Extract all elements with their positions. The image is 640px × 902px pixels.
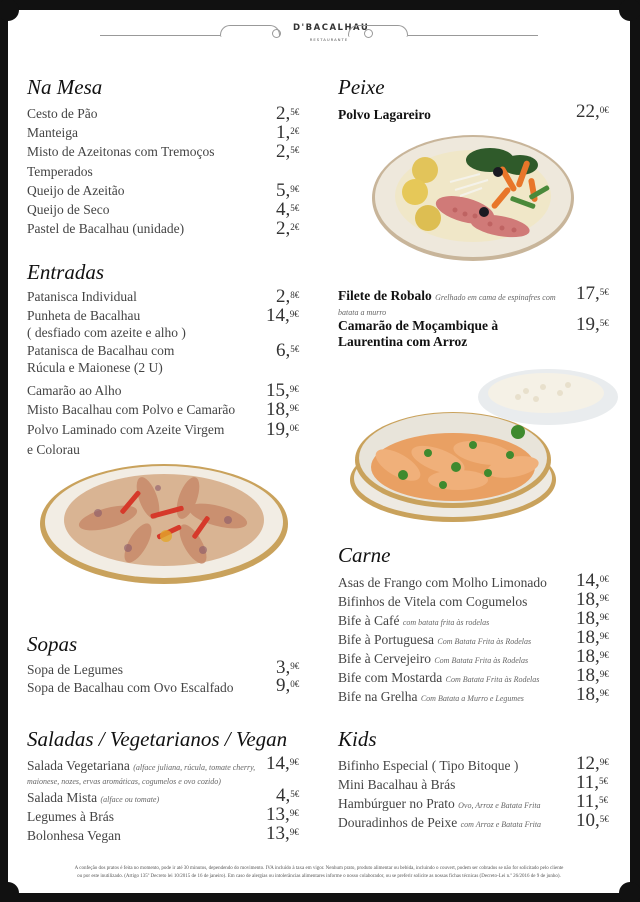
menu-price: 12,$^{9€}$ [576, 753, 609, 774]
flourish-right-icon [348, 25, 408, 37]
menu-item: Salada Vegetariana (alface juliana, rúcula, tomate cherry, [27, 758, 256, 773]
menu-item: Legumes à Brás [27, 809, 114, 824]
menu-price: 6,$^{5€}$ [276, 340, 300, 361]
menu-price: 11,$^{5€}$ [576, 791, 609, 812]
menu-item: Misto Bacalhau com Polvo e Camarão [27, 402, 236, 417]
section-title-kids: Kids [338, 727, 377, 751]
menu-item-line2: Laurentina com Arroz [338, 334, 468, 349]
section-title-entradas: Entradas [27, 260, 105, 284]
shrimp-and-rice-photo [348, 355, 623, 530]
menu-price: 1,$^{2€}$ [276, 122, 300, 143]
header-rule-left [100, 35, 220, 36]
menu-price: 19,$^{5€}$ [576, 314, 609, 335]
menu-price: 14,$^{0€}$ [576, 570, 609, 591]
octopus-plate-photo [370, 130, 576, 264]
menu-price: 3,$^{9€}$ [276, 657, 300, 678]
menu-price: 13,$^{9€}$ [266, 804, 299, 825]
section-title-sopas: Sopas [27, 632, 78, 656]
section-title-carne: Carne [338, 543, 391, 567]
menu-price: 19,$^{0€}$ [266, 419, 299, 440]
menu-price: 14,$^{9€}$ [266, 753, 299, 774]
header-rule-right [408, 35, 538, 36]
menu-item-note: maionese, nozes, ervas aromáticas, cogumelos e ovo cozido) [27, 777, 221, 786]
menu-price: 18,$^{9€}$ [576, 684, 609, 705]
menu-item: Camarão ao Alho [27, 383, 122, 398]
sliced-octopus-plate-photo [38, 458, 290, 588]
corner-notch [0, 882, 19, 902]
curl-left-icon [272, 29, 281, 38]
section-title-na-mesa: Na Mesa [27, 75, 103, 99]
menu-price: 18,$^{9€}$ [266, 399, 299, 420]
menu-price: 11,$^{5€}$ [576, 772, 609, 793]
menu-item: Bife à Cervejeiro Com Batata Frita às Rodelas [338, 651, 529, 666]
menu-item: Manteiga [27, 125, 78, 140]
menu-header [8, 10, 630, 50]
menu-price: 17,$^{5€}$ [576, 283, 609, 304]
menu-price: 5,$^{9€}$ [276, 180, 300, 201]
menu-price: 2,$^{2€}$ [276, 218, 300, 239]
menu-item: Hambúrguer no Prato Ovo, Arroz e Batata Frita [338, 796, 541, 811]
menu-item: Bifinho Especial ( Tipo Bitoque ) [338, 758, 519, 773]
menu-item: Asas de Frango com Molho Limonado [338, 575, 547, 590]
menu-item-line2: Temperados [27, 164, 93, 179]
menu-item-line2: ( desfiado com azeite e alho ) [27, 325, 186, 340]
menu-item: Bife com Mostarda Com Batata Frita às Rodelas [338, 670, 540, 685]
menu-price: 10,$^{5€}$ [576, 810, 609, 831]
menu-item: Douradinhos de Peixe com Arroz e Batata Frita [338, 815, 542, 830]
menu-item: Bife na Grelha Com Batata a Murro e Legumes [338, 689, 524, 704]
legal-footer [24, 865, 614, 881]
restaurant-logo-subtitle: RESTAURANTE [309, 37, 349, 42]
menu-price: 2,$^{5€}$ [276, 141, 300, 162]
menu-item: Camarão de Moçambique à [338, 318, 499, 333]
menu-item: Patanisca Individual [27, 289, 137, 304]
menu-price: 22,$^{0€}$ [576, 101, 609, 122]
menu-price: 4,$^{5€}$ [276, 199, 300, 220]
menu-item: Punheta de Bacalhau [27, 308, 141, 323]
menu-price: 14,$^{9€}$ [266, 305, 299, 326]
menu-price: 9,$^{0€}$ [276, 675, 300, 696]
menu-item-line2: Rúcula e Maionese (2 U) [27, 360, 163, 375]
menu-item: Queijo de Seco [27, 202, 110, 217]
menu-item: Bife à Portuguesa Com Batata Frita às Rodelas [338, 632, 532, 647]
menu-item: Polvo Laminado com Azeite Virgem [27, 422, 225, 437]
menu-price: 18,$^{9€}$ [576, 665, 609, 686]
restaurant-logo: D'BACALHAU [293, 23, 370, 33]
menu-item: Bolonhesa Vegan [27, 828, 121, 843]
menu-item: Bifinhos de Vitela com Cogumelos [338, 594, 528, 609]
menu-price: 2,$^{8€}$ [276, 286, 300, 307]
menu-item: Sopa de Bacalhau com Ovo Escalfado [27, 680, 234, 695]
footer-line-1: A confeção dos pratos é feita no momento, pode ir até 30 minutos, dependendo do movimento. IVA incluído à taxa em vigor. Nenhum prato, produto alimentar ou bebida, incluindo o couvert, podem ser cobrados se não for solicitado pelo cliente [74, 866, 564, 871]
menu-item: Misto de Azeitonas com Tremoços [27, 144, 215, 159]
menu-item-note: batata a murro [338, 308, 387, 317]
menu-item: Queijo de Azeitão [27, 183, 125, 198]
menu-price: 2,$^{5€}$ [276, 103, 300, 124]
menu-price: 13,$^{9€}$ [266, 823, 299, 844]
menu-price: 18,$^{9€}$ [576, 589, 609, 610]
menu-item: Filete de Robalo Grelhado em cama de espinafres com [338, 288, 556, 303]
flourish-left-icon [220, 25, 280, 37]
menu-price: 18,$^{9€}$ [576, 646, 609, 667]
menu-item: Patanisca de Bacalhau com [27, 343, 175, 358]
menu-price: 4,$^{5€}$ [276, 785, 300, 806]
menu-page [8, 10, 630, 893]
menu-item: Polvo Lagareiro [338, 107, 431, 122]
menu-item: Salada Mista (alface ou tomate) [27, 790, 160, 805]
menu-item: Mini Bacalhau à Brás [338, 777, 456, 792]
menu-item-line2: e Colorau [27, 442, 80, 457]
footer-line-2: ou por este inutilizado. (Artigo 135º Decreto lei 10/2015 de 16 de janeiro). Em caso de alergias ou intolerâncias alimentares informe o nosso colaborador, ou se preferir solicite as nossas fichas técnicas (Decreto-Lei n.º 26/2016 de 9 de junho). [77, 874, 561, 879]
corner-notch [619, 882, 640, 902]
menu-item: Bife à Café com batata frita às rodelas [338, 613, 490, 628]
menu-price: 18,$^{9€}$ [576, 608, 609, 629]
menu-item: Sopa de Legumes [27, 662, 123, 677]
menu-item: Pastel de Bacalhau (unidade) [27, 221, 185, 236]
section-title-saladas: Saladas / Vegetarianos / Vegan [27, 727, 288, 751]
menu-price: 15,$^{9€}$ [266, 380, 299, 401]
menu-item: Cesto de Pão [27, 106, 98, 121]
menu-price: 18,$^{9€}$ [576, 627, 609, 648]
section-title-peixe: Peixe [338, 75, 385, 99]
